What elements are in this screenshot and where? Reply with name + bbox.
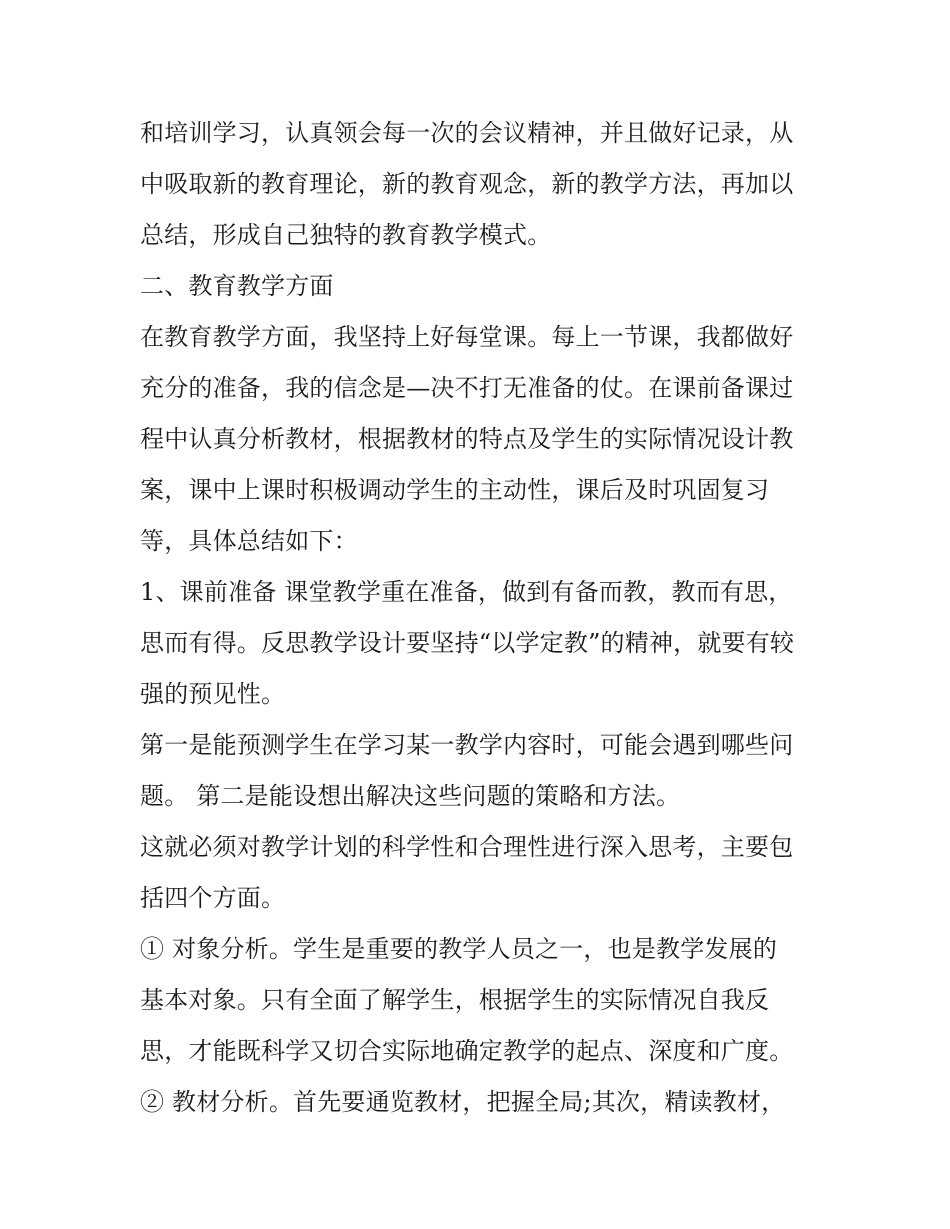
text-line: 括四个方面。 xyxy=(140,884,286,912)
text-line: 第一是能预测学生在学习某一教学内容时，可能会遇到哪些问 xyxy=(140,731,794,759)
text-line: 基本对象。只有全面了解学生，根据学生的实际情况自我反 xyxy=(140,986,770,1014)
text-line: 程中认真分析教材，根据教材的特点及学生的实际情况设计教 xyxy=(140,425,794,453)
text-line: ② 教材分析。首先要通览教材，把握全局;其次，精读教材， xyxy=(140,1088,786,1116)
text-line: 充分的准备，我的信念是—决不打无准备的仗。在课前备课过 xyxy=(140,374,794,402)
text-line: 总结，形成自己独特的教育教学模式。 xyxy=(140,221,552,249)
text-line: 在教育教学方面，我坚持上好每堂课。每上一节课，我都做好 xyxy=(140,323,794,351)
text-line: 思而有得。反思教学设计要坚持“以学定教”的精神，就要有较 xyxy=(140,629,795,657)
text-line: 题。 第二是能设想出解决这些问题的策略和方法。 xyxy=(140,782,681,810)
document-body xyxy=(140,108,820,1128)
text-line: 中吸取新的教育理论，新的教育观念，新的教学方法，再加以 xyxy=(140,170,794,198)
text-line: 案，课中上课时积极调动学生的主动性，课后及时巩固复习 xyxy=(140,476,770,504)
text-line: 1、课前准备 课堂教学重在准备，做到有备而教，教而有思， xyxy=(140,578,793,606)
text-line: 这就必须对教学计划的科学性和合理性进行深入思考，主要包 xyxy=(140,833,794,861)
text-line: 等，具体总结如下： xyxy=(140,527,358,555)
text-line: 强的预见性。 xyxy=(140,680,286,708)
text-line: 和培训学习，认真领会每一次的会议精神，并且做好记录，从 xyxy=(140,119,794,147)
section-heading: 二、教育教学方面 xyxy=(140,272,334,300)
text-line: ① 对象分析。学生是重要的教学人员之一，也是教学发展的 xyxy=(140,935,778,963)
text-line: 思，才能既科学又切合实际地确定教学的起点、深度和广度。 xyxy=(140,1037,794,1065)
